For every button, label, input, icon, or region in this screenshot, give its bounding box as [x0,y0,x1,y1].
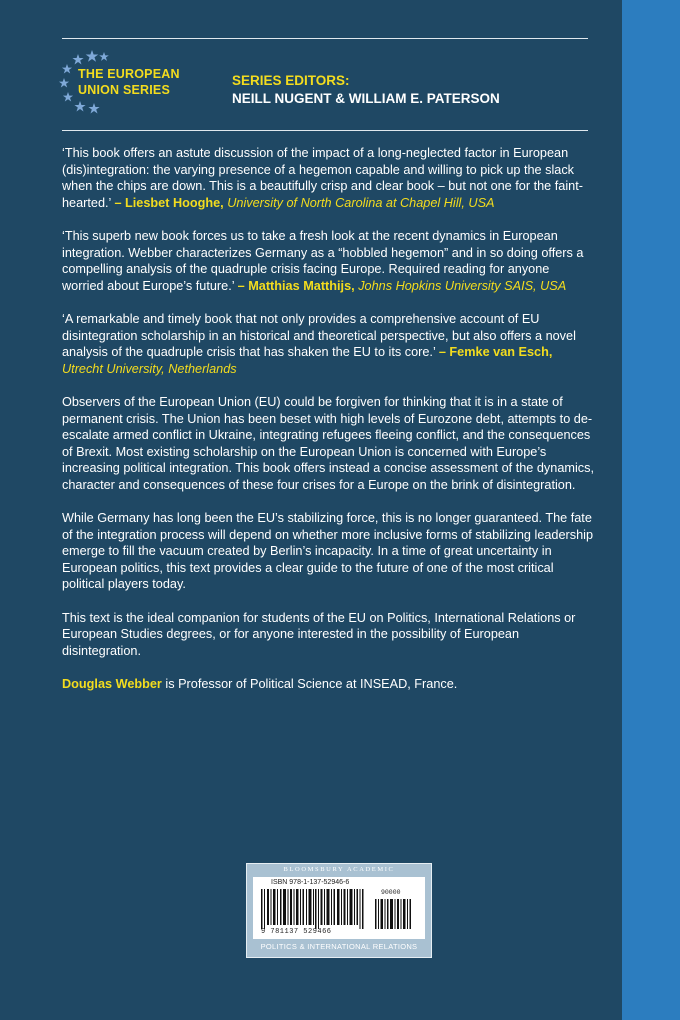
quote-1 [62,145,594,211]
series-logo [56,48,206,116]
quote-author: – Femke van Esch, [438,345,553,360]
barcode-digits: 9 781137 529466 [261,928,332,936]
isbn-label: ISBN 978-1-137-52946-6 [271,879,350,886]
description-paragraph-2: While Germany has long been the EU’s stabilizing force, this is no longer guaranteed. The fate of the integration process will depend on whether more inclusive forms of stabilizing leadership emerge to fill the vacuum created by Berlin’s incapacity. In a time of great uncertainty in European politics, this text provides a clear guide to the future of one of the most critical political players today. [62,511,594,592]
blurb-content [62,145,594,709]
barcode-panel [246,863,432,958]
barcode-area [253,877,425,939]
quote-author: – Matthias Matthijs, [237,278,355,293]
top-rule [62,38,588,39]
logo-line-1: THE EUROPEAN [78,67,180,81]
quote-affiliation: University of North Carolina at Chapel Hill, USA [227,195,495,210]
author-name: Douglas Webber [62,677,162,691]
quote-text: ‘This superb new book forces us to take a fresh look at the recent dynamics in European integration. Webber characterizes Germany as a “hobbled hegemon” and in so doing offers a compelling analysis of the quadruple crisis facing Europe. Required reading for anyone worried about Europe’s future.’ [62,228,584,293]
author-bio [62,676,594,693]
series-editors-names: NEILL NUGENT & WILLIAM E. PATERSON [232,91,500,106]
series-editors-label: SERIES EDITORS: [232,73,350,88]
publisher-name: BLOOMSBURY ACADEMIC [283,866,395,873]
quote-affiliation: Johns Hopkins University SAIS, USA [358,278,567,293]
logo-line-2: UNION SERIES [78,83,170,97]
quote-2 [62,228,594,294]
description-paragraph-1: Observers of the European Union (EU) could be forgiven for thinking that it is in a state of permanent crisis. The Union has been beset with high levels of Eurozone debt, attempts to de-escalate armed conflict in Ukraine, integrating refugees fleeing conflict, and the consequences of Brexit. Most existing scholarship on the European Union is concerned with Europe’s increasing political integration. This book offers instead a concise assessment of the dynamics, character and consequences of these four crises for a Europe on the brink of disintegration. [62,394,594,492]
spine-edge [622,0,680,1020]
description-paragraph-3: This text is the ideal companion for students of the EU on Politics, International Relations or European Studies degrees, or for anyone interested in the possibility of European disintegration. [62,610,576,658]
quote-affiliation: Utrecht University, Netherlands [62,361,237,376]
quote-text: ‘A remarkable and timely book that not only provides a comprehensive account of EU disintegration scholarship in an historical and theoretical perspective, but also offers a novel analysis of the quadruple crisis that has shaken the EU to its core.’ [62,311,576,360]
quote-text: ‘This book offers an astute discussion of the impact of a long-neglected factor in European (dis)integration: the varying presence of a hegemon capable and willing to pick up the slack when the chips are down. This is a beautifully crisp and clear book – but not one for the faint-hearted.’ [62,146,583,210]
quote-3 [62,311,594,377]
subject-category: POLITICS & INTERNATIONAL RELATIONS [260,942,418,951]
price-code: 90000 [381,889,401,896]
series-logo-text [78,66,180,98]
author-bio-text: is Professor of Political Science at INSEAD, France. [161,677,458,691]
header-rule [62,130,588,131]
quote-author: – Liesbet Hooghe, [114,195,224,210]
